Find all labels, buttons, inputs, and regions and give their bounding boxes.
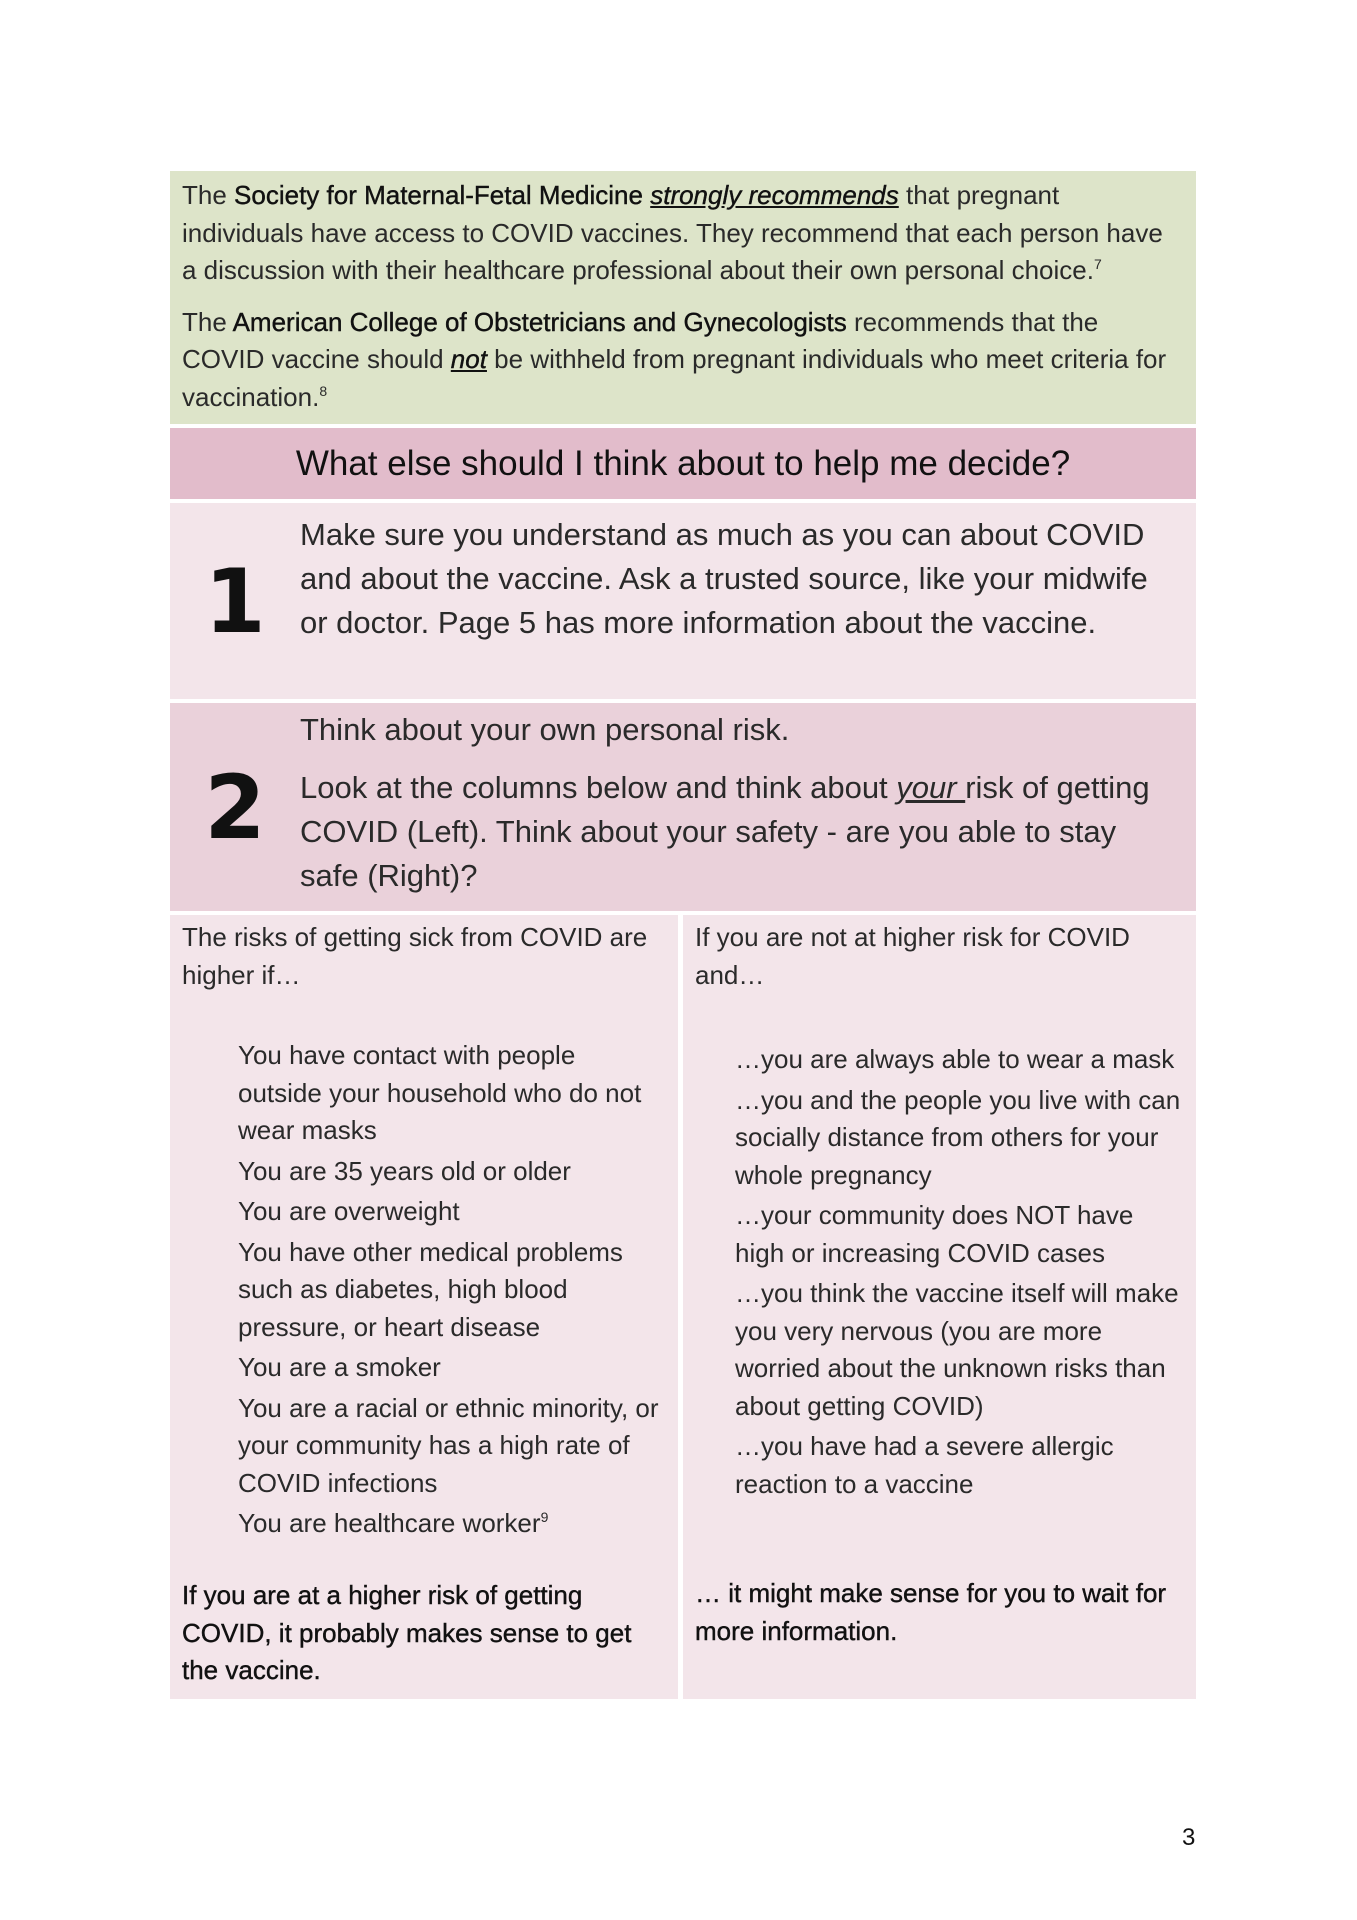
- risk-list: [238, 1037, 664, 1546]
- list-item: [238, 1505, 664, 1543]
- step-paragraph: Think about your own personal risk.: [300, 712, 790, 747]
- acog-name: American College of Obstetricians and Gynecologists: [232, 306, 847, 337]
- text: The: [182, 180, 235, 210]
- text: recommends that the COVID vaccine should: [182, 306, 1099, 374]
- list-item: …you are always able to wear a mask: [735, 1044, 1175, 1074]
- list-item: You have contact with people outside your household who do not wear masks: [238, 1040, 642, 1145]
- footnote-ref: 7: [1093, 256, 1102, 272]
- column-intro: If you are not at higher risk for COVID and…: [695, 922, 1130, 990]
- list-item: …you and the people you live with can socially distance from others for your whole pregnancy: [735, 1084, 1181, 1190]
- text: be withheld from pregnant individuals who meet criteria for vaccination.: [182, 344, 1167, 412]
- list-item: …your community does NOT have high or increasing COVID cases: [735, 1200, 1134, 1268]
- list-item: You are 35 years old or older: [238, 1155, 571, 1186]
- list-item: You have other medical problems such as diabetes, high blood pressure, or heart disease: [238, 1236, 623, 1342]
- lower-risk-column: [683, 915, 1196, 1699]
- step-paragraph: Make sure you understand as much as you can about COVID and about the vaccine. Ask a trusted source, like your midwife or doctor. Page 5 has more information about the vaccine.: [300, 517, 1148, 640]
- list-item: You are a smoker: [238, 1352, 441, 1382]
- column-intro: The risks of getting sick from COVID are higher if…: [182, 922, 648, 990]
- risk-columns: [170, 915, 1196, 1699]
- acog-recommendation: [182, 304, 1184, 417]
- step-1: [170, 503, 1196, 699]
- smfm-name: Society for Maternal-Fetal Medicine: [234, 180, 643, 210]
- page-content: [170, 171, 1196, 1699]
- footnote-ref: 9: [540, 1509, 549, 1525]
- step-number: 1: [204, 549, 266, 653]
- list-item: You are overweight: [238, 1196, 460, 1226]
- footnote-ref: 8: [319, 382, 328, 399]
- safety-list: [735, 1041, 1182, 1506]
- step-text: [300, 503, 1196, 699]
- column-conclusion: … it might make sense for you to wait for more information.: [695, 1578, 1167, 1646]
- list-item: You are a racial or ethnic minority, or your community has a high rate of COVID infections: [238, 1392, 659, 1498]
- column-conclusion: If you are at a higher risk of getting COVID, it probably makes sense to get the vaccine.: [182, 1580, 632, 1685]
- smfm-recommendation: [182, 177, 1184, 290]
- emphasis-text: your: [896, 770, 966, 805]
- emphasis-text: strongly recommends: [650, 180, 899, 210]
- section-title: What else should I think about to help me decide?: [170, 428, 1196, 499]
- step-number: 2: [204, 755, 266, 859]
- higher-risk-column: [170, 915, 678, 1699]
- page-number: 3: [1182, 1824, 1196, 1851]
- list-item: …you have had a severe allergic reaction to a vaccine: [735, 1431, 1114, 1499]
- emphasis-text: not: [450, 344, 487, 374]
- step-2: [170, 703, 1196, 911]
- text: The: [182, 306, 233, 337]
- text: risk of getting COVID (Left). Think about your safety - are you able to stay safe (Right)?: [300, 770, 1150, 893]
- recommendations-box: [170, 171, 1196, 424]
- text: You are healthcare worker: [238, 1508, 541, 1538]
- step-text: [300, 703, 1196, 911]
- step-paragraph: [300, 766, 1178, 898]
- text: Look at the columns below and think about: [300, 770, 897, 805]
- text: that pregnant individuals have access to COVID vaccines. They recommend that each person have a discussion with their healthcare professional about their own personal choice.: [182, 180, 1163, 285]
- list-item: …you think the vaccine itself will make you very nervous (you are more worried about the unknown risks than about getting COVID): [735, 1278, 1179, 1421]
